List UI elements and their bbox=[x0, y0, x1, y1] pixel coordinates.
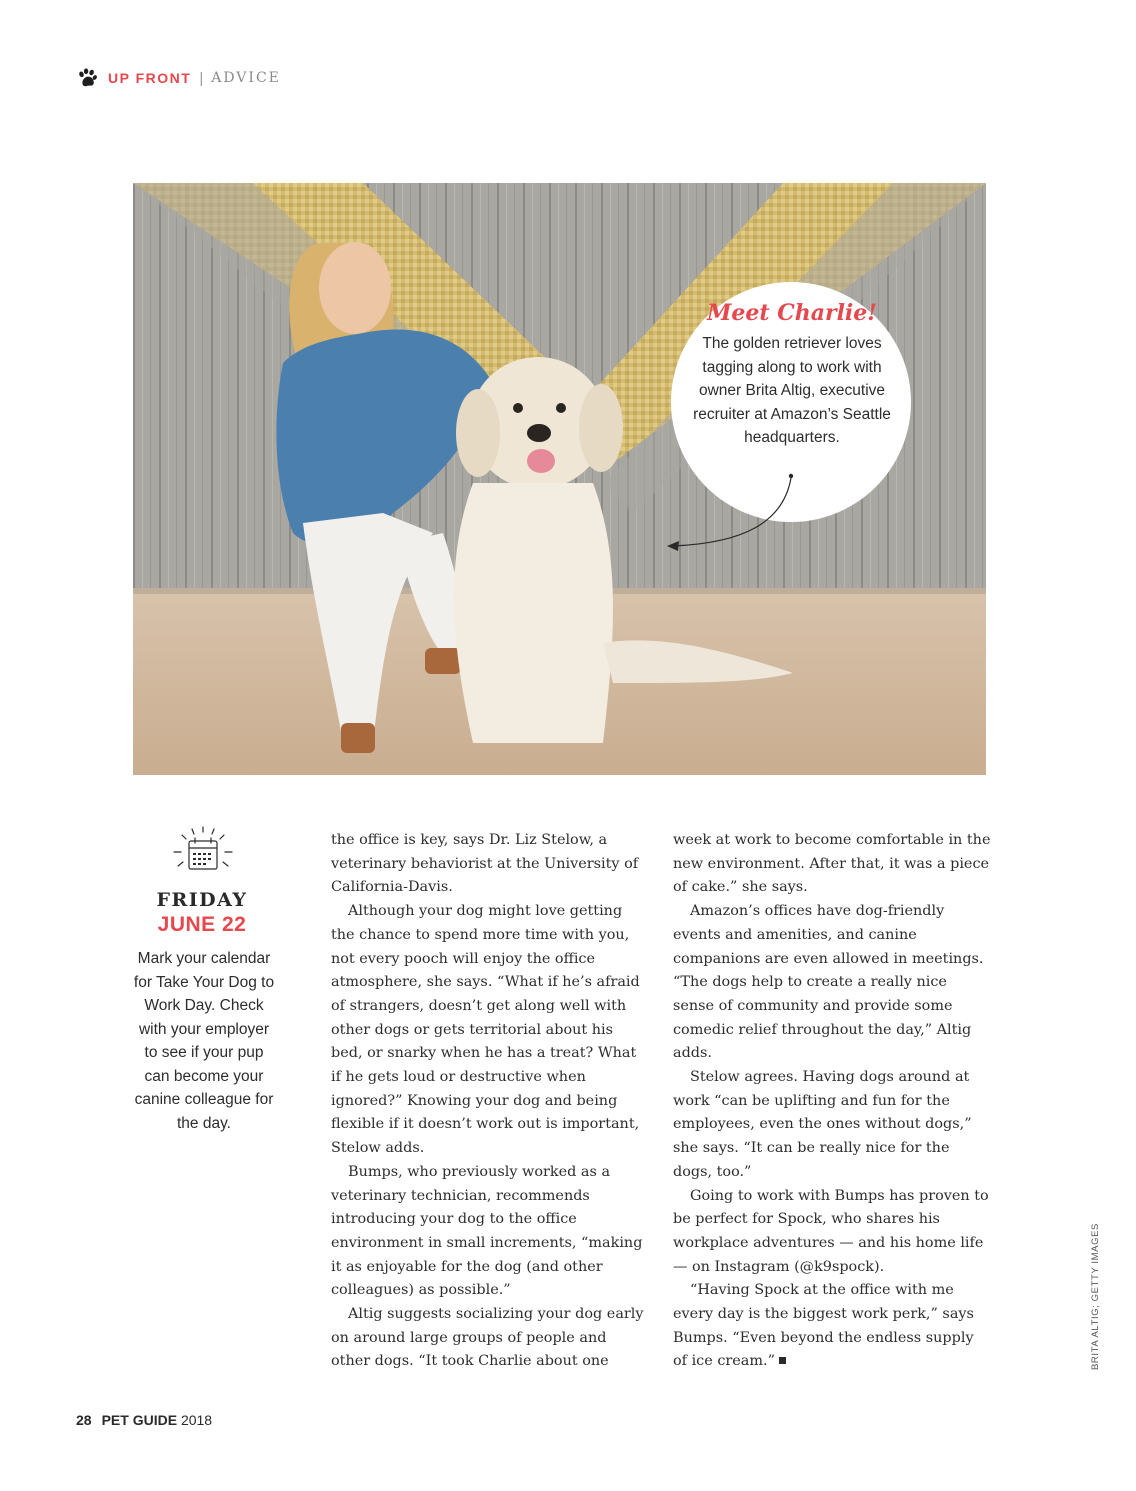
end-mark-icon bbox=[779, 1357, 786, 1364]
magazine-name: PET GUIDE bbox=[101, 1412, 178, 1428]
callout bbox=[672, 300, 912, 450]
article-column-1 bbox=[331, 829, 649, 1374]
photo-illustration bbox=[133, 183, 986, 775]
paragraph: Although your dog might love getting the chance to spend more time with you, not every pooch will enjoy the office atmosphere, she says. “What if he’s afraid of strangers, doesn’t get along well with other dogs or gets territorial about his bed, or snarky when he has a treat? What if he gets loud or destructive when ignored?” Knowing your dog and being flexible if it doesn’t work out is important, Stelow adds. bbox=[331, 903, 640, 1157]
photo-credit: BRITA ALTIG; GETTY IMAGES bbox=[1090, 1223, 1101, 1370]
section-label: UP FRONT bbox=[108, 70, 192, 86]
paragraph: Going to work with Bumps has proven to be perfect for Spock, who shares his workplace adventures — and his home life — on Instagram (@k9spock). bbox=[673, 1187, 989, 1275]
header-divider: | bbox=[199, 69, 204, 87]
callout-body: The golden retriever loves tagging along to work with owner Brita Altig, executive recruiter at Amazon’s Seattle headquarters. bbox=[693, 335, 891, 447]
sidebar-text: Mark your calendar for Take Your Dog to Work Day. Check with your employer to see if your pup can become your canine colleague for the day. bbox=[133, 950, 275, 1132]
subsection-label: ADVICE bbox=[211, 70, 281, 86]
paw-icon bbox=[76, 67, 98, 89]
sidebar-day: FRIDAY bbox=[156, 889, 248, 911]
sidebar-date: JUNE 22 bbox=[157, 913, 247, 936]
paragraph: Bumps, who previously worked as a veterinary technician, recommends introducing your dog to the office environment in small increments, “making it as enjoyable for the dog (and other colleagues) as possible.” bbox=[331, 1163, 643, 1299]
paragraph: the office is key, says Dr. Liz Stelow, a veterinary behaviorist at the University of California-Davis. bbox=[331, 832, 639, 896]
paragraph: week at work to become comfortable in the new environment. After that, it was a piece of cake.” she says. bbox=[673, 832, 991, 896]
paragraph: Amazon’s offices have dog-friendly events and amenities, and canine companions are even allowed in meetings. “The dogs help to create a really nice sense of community and provide some comedic relief throughout the day,” Altig adds. bbox=[673, 903, 984, 1062]
page-footer bbox=[76, 1412, 212, 1428]
calendar-icon bbox=[170, 826, 236, 876]
paragraph-last bbox=[673, 1279, 991, 1374]
paragraph-text: “Having Spock at the office with me every day is the biggest work perk,” says Bumps. “Even beyond the endless supply of ice cream.” bbox=[673, 1282, 974, 1370]
page-number: 28 bbox=[76, 1412, 92, 1428]
section-header bbox=[76, 67, 281, 89]
callout-title: Meet Charlie! bbox=[707, 300, 877, 326]
magazine-year: 2018 bbox=[180, 1412, 213, 1428]
paragraph: Altig suggests socializing your dog early on around large groups of people and other dogs. “It took Charlie about one bbox=[331, 1306, 644, 1370]
paragraph: Stelow agrees. Having dogs around at work “can be uplifting and fun for the employees, even the ones without dogs,” she says. “It can be really nice for the dogs, too.” bbox=[673, 1069, 972, 1180]
article-column-2 bbox=[673, 829, 991, 1374]
hero-photo bbox=[133, 183, 986, 775]
